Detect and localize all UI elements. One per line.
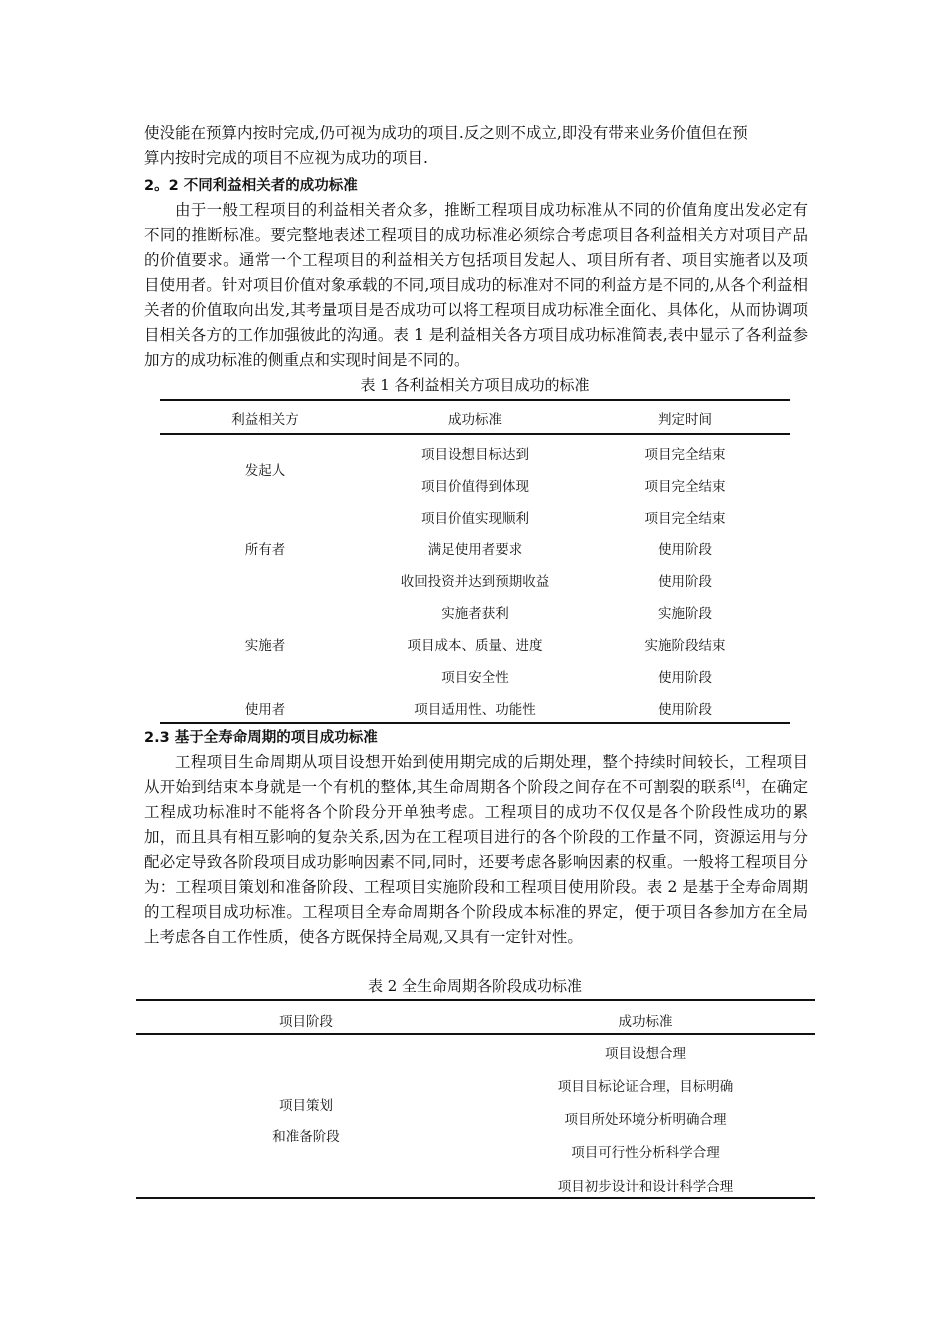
table-1-stakeholder: 使用者 [244,702,286,718]
section-2-3-text-part-2: ，在确定工程成功标准时不能将各个阶段分开单独考虑。工程项目的成功不仅仅是各个阶段性成功的累加，而且具有相互影响的复杂关系,因为在工程项目进行的各个阶段的工作量不同，资源运用与分配必定导致各阶段项目成功影响因素不同,同时，还要考虑各影响因素的权重。一般将工程项目分为：工程项目策划和准备阶段、工程项目实施阶段和工程项目使用阶段。表 2 是基于全寿命周期的工程项目成功标准。工程项目全寿命周期各个阶段成本标准的界定，便于项目各参加方在全局上考虑各自工作性质，使各方既保持全局观,又具有一定针对性。 [144,778,808,946]
table-1-time: 使用阶段 [658,702,712,718]
section-2-3-heading: 2.3 基于全寿命周期的项目成功标准 [144,730,378,746]
table-2-criterion: 项目所处环境分析明确合理 [564,1112,727,1128]
table-1-criterion: 满足使用者要求 [427,542,523,558]
intro-line-2: 算内按时完成的项目不应视为成功的项目. [144,149,428,167]
table-1-stakeholder: 实施者 [244,638,286,654]
table-2-top-rule [136,999,815,1001]
table-1-time: 项目完全结束 [644,447,726,463]
table-1-criterion: 项目适用性、功能性 [414,702,536,718]
table-1-criterion: 项目成本、质量、进度 [407,638,543,654]
table-2-header-criterion: 成功标准 [618,1014,673,1030]
section-2-2-paragraph: 由于一般工程项目的利益相关者众多，推断工程项目成功标准从不同的价值角度出发必定有不同的推断标准。要完整地表述工程项目的成功标准必须综合考虑项目各利益相关方对项目产品的价值要求。通常一个工程项目的利益相关方包括项目发起人、项目所有者、项目实施者以及项目使用者。针对项目价值对象承载的不同,项目成功的标准对不同的利益方是不同的,从各个利益相关者的价值取向出发,其考量项目是否成功可以将工程项目成功标准全面化、具体化，从而协调项目相关各方的工作加强彼此的沟通。表 1 是利益相关各方项目成功标准简表,表中显示了各利益参加方的成功标准的侧重点和实现时间是不同的。 [144,201,808,369]
table-2-header-stage: 项目阶段 [279,1014,333,1030]
table-2-header-rule [136,1033,815,1035]
table-1-caption: 表 1 各利益相关方项目成功的标准 [360,376,590,394]
table-2-caption: 表 2 全生命周期各阶段成功标准 [367,977,583,995]
table-2-bottom-rule [136,1197,815,1199]
citation-reference: [4] [732,779,745,789]
table-2-stage-line-1: 项目策划 [279,1098,333,1114]
table-2-criterion: 项目目标论证合理，目标明确 [557,1079,734,1095]
table-1-time: 项目完全结束 [644,511,726,527]
table-1-time: 项目完全结束 [644,479,726,495]
table-1-time: 实施阶段结束 [644,638,726,654]
table-1-top-rule [160,399,790,401]
table-1-time: 使用阶段 [658,542,712,558]
table-1-criterion: 收回投资并达到预期收益 [400,574,550,590]
table-1-stakeholder: 发起人 [244,463,286,479]
table-2-criterion: 项目初步设计和设计科学合理 [557,1179,734,1195]
table-1-time: 使用阶段 [658,670,712,686]
table-1-criterion: 项目安全性 [441,670,509,686]
table-1-header-rule [160,433,790,435]
intro-line-1: 使没能在预算内按时完成,仍可视为成功的项目.反之则不成立,即没有带来业务价值但在预 [144,124,748,142]
table-1-header-criterion: 成功标准 [448,412,502,428]
section-2-3-text-part-1: 工程项目生命周期从项目设想开始到使用期完成的后期处理，整个持续时间较长，工程项目从开始到结束本身就是一个有机的整体,其生命周期各个阶段之间存在不可割裂的联系 [144,753,808,796]
section-2-2-heading: 2。2 不同利益相关者的成功标准 [144,178,358,194]
table-1-criterion: 项目设想目标达到 [421,447,529,463]
table-1-time: 实施阶段 [658,606,712,622]
table-1-time: 使用阶段 [658,574,712,590]
table-2-criterion: 项目设想合理 [605,1046,686,1062]
table-1-header-time: 判定时间 [658,412,712,428]
table-1-bottom-rule [160,722,790,724]
table-1-criterion: 实施者获利 [441,606,509,622]
table-1-criterion: 项目价值得到体现 [421,479,529,495]
table-1-header-stakeholder: 利益相关方 [231,412,299,428]
table-1-stakeholder: 所有者 [244,542,286,558]
table-2-criterion: 项目可行性分析科学合理 [571,1145,720,1161]
table-2-stage-line-2: 和准备阶段 [272,1129,340,1145]
section-2-3-paragraph [144,750,808,950]
table-1-criterion: 项目价值实现顺利 [421,511,529,527]
